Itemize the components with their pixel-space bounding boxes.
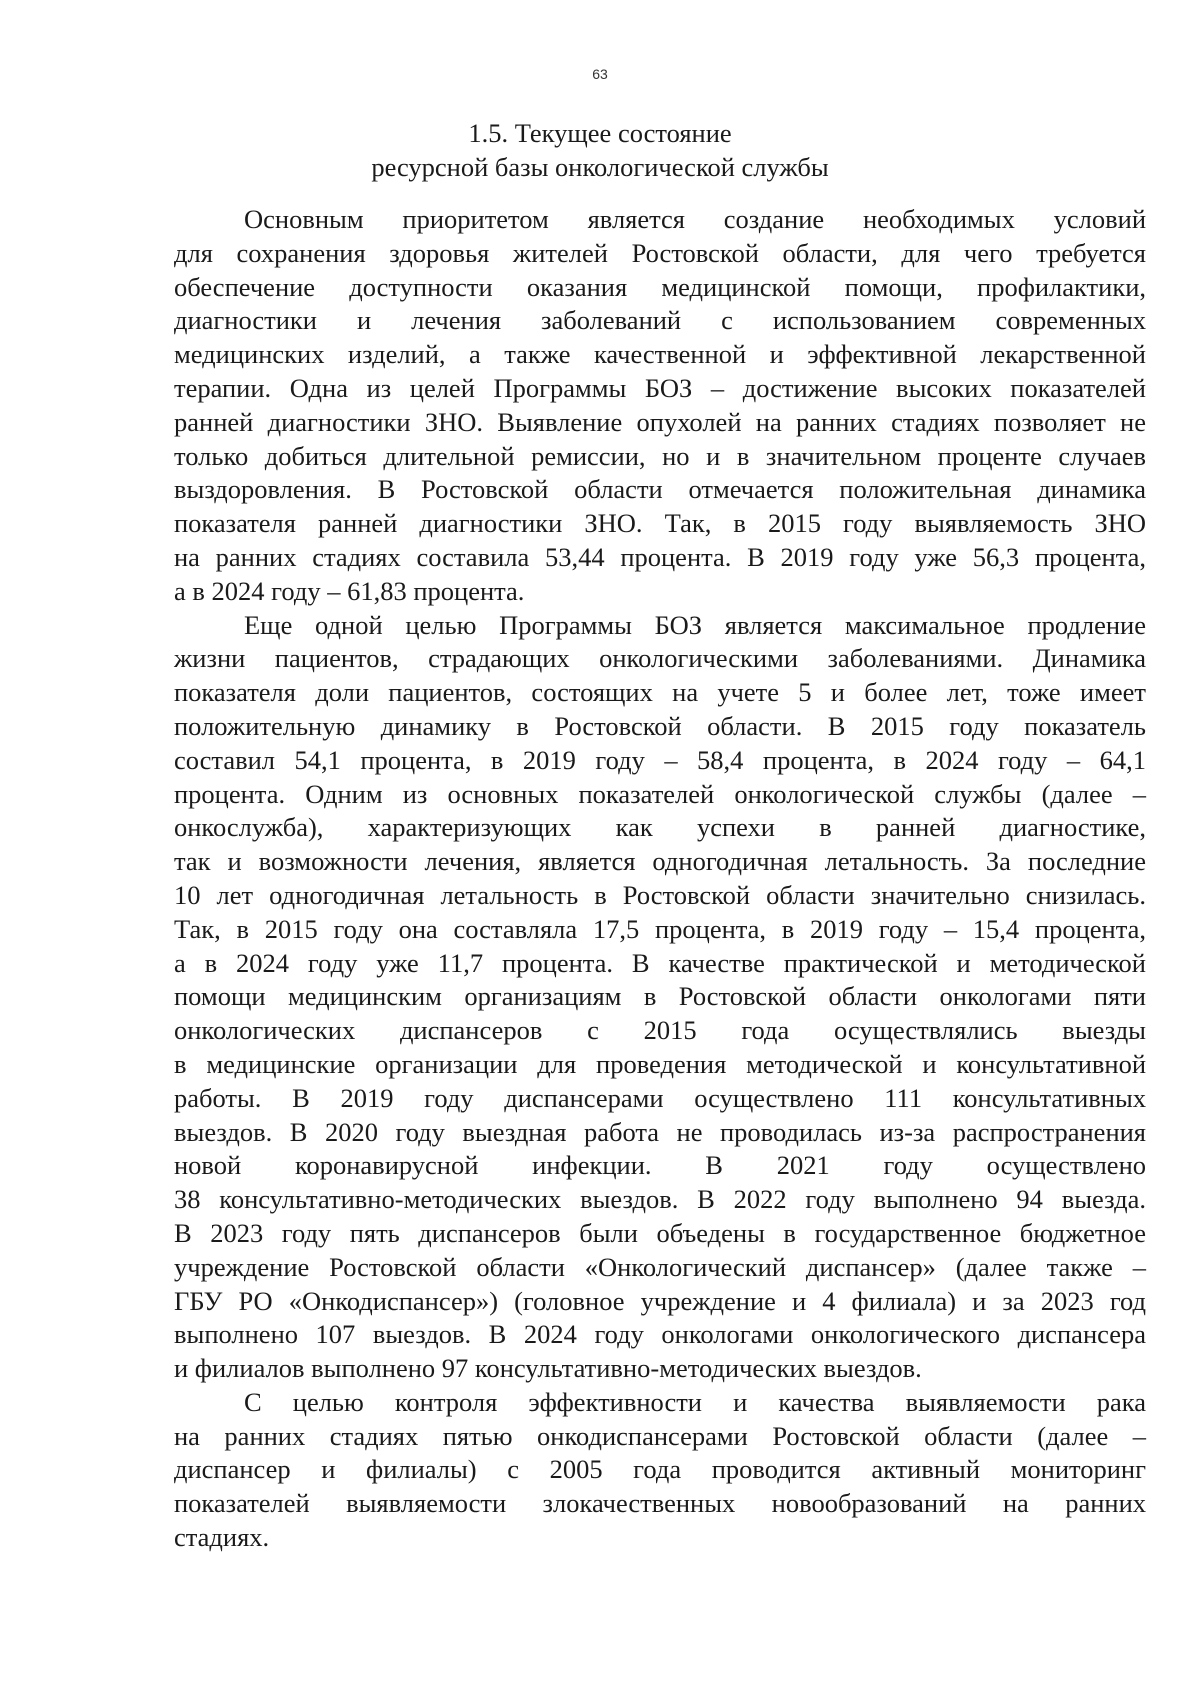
paragraph-line: на ранних стадиях пятью онкодиспансерами Ростовской области (далее – [174,1420,1146,1451]
paragraph-line: онкослужба), характеризующих как успехи в ранней диагностике, [174,812,1146,843]
paragraph-line: Основным приоритетом является создание необходимых условий [244,204,1146,234]
paragraph-line: на ранних стадиях составила 53,44 процента. В 2019 году уже 56,3 процента, [174,541,1146,572]
paragraph [174,203,1146,609]
paragraph-line: стадиях. [174,1522,270,1553]
paragraph-line: выполнено 107 выездов. В 2024 году онкологами онкологического диспансера [174,1319,1146,1350]
paragraph-line: показателя доли пациентов, состоящих на учете 5 и более лет, тоже имеет [174,677,1146,708]
paragraph-line: С целью контроля эффективности и качества выявляемости рака [244,1386,1146,1417]
paragraph-line: Так, в 2015 году она составляла 17,5 процента, в 2019 году – 15,4 процента, [174,913,1146,944]
paragraph-line: процента. Одним из основных показателей онкологической службы (далее – [174,778,1146,809]
section-heading [0,116,1200,184]
paragraph-line: медицинских изделий, а также качественной и эффективной лекарственной [174,339,1146,370]
paragraph-line: показателей выявляемости злокачественных новообразований на ранних [174,1488,1146,1519]
paragraph-line: обеспечение доступности оказания медицинской помощи, профилактики, [174,271,1146,302]
paragraph-line: только добиться длительной ремиссии, но и в значительном проценте случаев [174,440,1146,471]
paragraph-line: ранней диагностики ЗНО. Выявление опухолей на ранних стадиях позволяет не [174,406,1146,437]
paragraph-line: учреждение Ростовской области «Онкологический диспансер» (далее также – [174,1251,1146,1282]
paragraph [174,1386,1146,1555]
paragraph-line: новой коронавирусной инфекции. В 2021 году осуществлено [174,1150,1146,1181]
paragraph-line: онкологических диспансеров с 2015 года осуществлялись выезды [174,1015,1146,1046]
paragraph-line: В 2023 году пять диспансеров были объедены в государственное бюджетное [174,1217,1146,1248]
paragraph-line: 10 лет одногодичная летальность в Ростовской области значительно снизилась. [174,879,1146,910]
paragraph-line: выездов. В 2020 году выездная работа не проводилась из-за распространения [174,1116,1146,1147]
section-heading-line-1: 1.5. Текущее состояние [468,118,732,148]
paragraph-line: выздоровления. В Ростовской области отмечается положительная динамика [174,474,1146,505]
paragraph-line: диагностики и лечения заболеваний с использованием современных [174,305,1146,336]
page-number: 63 [592,66,608,82]
paragraph-line: и филиалов выполнено 97 консультативно-методических выездов. [174,1353,922,1384]
paragraph-line: составил 54,1 процента, в 2019 году – 58,4 процента, в 2024 году – 64,1 [174,744,1146,775]
paragraph [174,609,1146,1386]
paragraph-line: а в 2024 году уже 11,7 процента. В качестве практической и методической [174,947,1146,978]
paragraph-line: ГБУ РО «Онкодиспансер») (головное учреждение и 4 филиала) и за 2023 год [174,1285,1146,1316]
section-heading-line-2: ресурсной базы онкологической службы [371,152,829,182]
paragraph-line: в медицинские организации для проведения методической и консультативной [174,1048,1146,1079]
paragraph-line: 38 консультативно-методических выездов. В 2022 году выполнено 94 выезда. [174,1184,1146,1215]
paragraph-line: помощи медицинским организациям в Ростовской области онкологами пяти [174,981,1146,1012]
paragraph-line: Еще одной целью Программы БОЗ является максимальное продление [244,609,1146,640]
paragraph-line: для сохранения здоровья жителей Ростовской области, для чего требуется [174,237,1146,268]
paragraph-line: показателя ранней диагностики ЗНО. Так, в 2015 году выявляемость ЗНО [174,508,1146,539]
paragraph-line: так и возможности лечения, является одногодичная летальность. За последние [174,846,1146,877]
paragraph-line: положительную динамику в Ростовской области. В 2015 году показатель [174,710,1146,741]
paragraph-line: работы. В 2019 году диспансерами осуществлено 111 консультативных [174,1082,1146,1113]
paragraph-line: а в 2024 году – 61,83 процента. [174,575,525,606]
paragraph-line: диспансер и филиалы) с 2005 года проводится активный мониторинг [174,1454,1146,1485]
paragraph-line: терапии. Одна из целей Программы БОЗ – достижение высоких показателей [174,372,1146,403]
body-text [174,203,1146,1555]
paragraph-line: жизни пациентов, страдающих онкологическими заболеваниями. Динамика [174,643,1146,674]
